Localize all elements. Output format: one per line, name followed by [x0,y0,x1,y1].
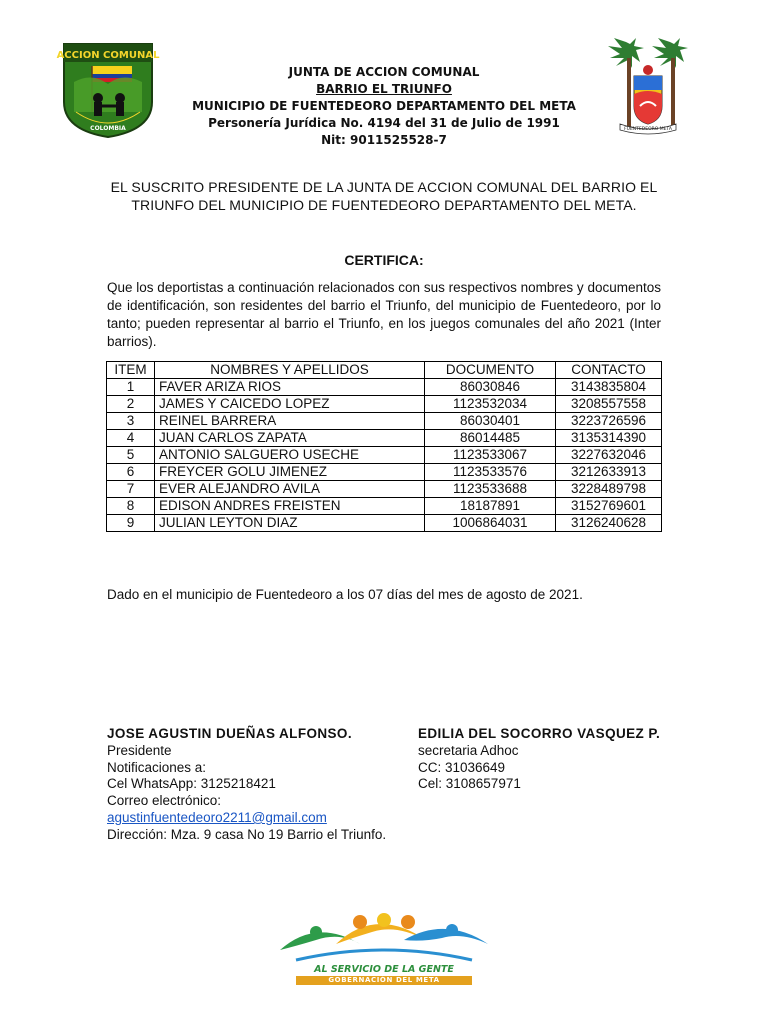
cell-contact: 3135314390 [556,430,662,447]
svg-text:COLOMBIA: COLOMBIA [90,125,126,132]
header-nit: Nit: 9011525528-7 [321,133,447,147]
table-row [107,396,662,413]
cell-document: 1123533576 [425,464,556,481]
cell-document: 1123533688 [425,481,556,498]
whatsapp-number: Cel WhatsApp: 3125218421 [107,776,276,792]
email-label: Correo electrónico: [107,793,222,809]
footer-slogan: AL SERVICIO DE LA GENTE [314,964,454,975]
signer-president-block [107,726,386,844]
gobernacion-logo [276,910,492,966]
cell-contact: 3212633913 [556,464,662,481]
cell-document: 18187891 [425,498,556,515]
certifica-heading: CERTIFICA: [344,252,424,268]
signer-secretary-role: secretaria Adhoc [418,742,519,758]
svg-text:ACCION COMUNAL: ACCION COMUNAL [56,50,160,61]
cell-item: 8 [107,498,155,515]
table-row [107,481,662,498]
signer-president-role: Presidente [107,742,172,758]
athletes-table [106,361,662,532]
cell-contact: 3143835804 [556,379,662,396]
col-header-name: NOMBRES Y APELLIDOS [155,362,425,379]
cell-name: JUAN CARLOS ZAPATA [155,430,425,447]
cell-document: 1006864031 [425,515,556,532]
notifications-label: Notificaciones a: [107,759,207,775]
cell-contact: 3223726596 [556,413,662,430]
table-row [107,413,662,430]
signer-president-name: JOSE AGUSTIN DUEÑAS ALFONSO. [107,726,352,741]
certification-paragraph: Que los deportistas a continuación relacionados con sus respectivos nombres y documentos de identificación, son residentes del barrio el Triunfo, del municipio de Fuentedeoro, por lo tanto; pueden representar al barrio el Triunfo, en los juegos comunales del año 2021 (Inter barrios). [107,280,661,349]
cell-name: FREYCER GOLU JIMENEZ [155,464,425,481]
table-row [107,447,662,464]
cell-name: FAVER ARIZA RIOS [155,379,425,396]
cell-document: 1123532034 [425,396,556,413]
signer-secretary-cc: CC: 31036649 [418,759,506,775]
col-header-document: DOCUMENTO [425,362,556,379]
table-row [107,379,662,396]
table-header-row [107,362,662,379]
cell-name: JULIAN LEYTON DIAZ [155,515,425,532]
cell-item: 3 [107,413,155,430]
cell-name: ANTONIO SALGUERO USECHE [155,447,425,464]
header-personeria: Personería Jurídica No. 4194 del 31 de Julio de 1991 [208,116,560,130]
table-row [107,498,662,515]
cell-contact: 3126240628 [556,515,662,532]
cell-item: 4 [107,430,155,447]
header-municipio: MUNICIPIO DE FUENTEDEORO DEPARTAMENTO DEL META [192,99,576,113]
cell-name: JAMES Y CAICEDO LOPEZ [155,396,425,413]
footer-band: GOBERNACIÓN DEL META [296,976,472,985]
cell-document: 86030401 [425,413,556,430]
signer-secretary-cel: Cel: 3108657971 [418,776,521,792]
cell-name: EDISON ANDRES FREISTEN [155,498,425,515]
header-barrio: BARRIO EL TRIUNFO [316,82,452,96]
cell-item: 7 [107,481,155,498]
email-link[interactable]: agustinfuentedeoro2211@gmail.com [107,809,327,825]
cell-contact: 3227632046 [556,447,662,464]
cell-item: 1 [107,379,155,396]
cell-contact: 3228489798 [556,481,662,498]
cell-contact: 3152769601 [556,498,662,515]
table-row [107,515,662,532]
cell-item: 6 [107,464,155,481]
address-text: Dirección: Mza. 9 casa No 19 Barrio el Triunfo. [107,826,387,842]
cell-document: 1123533067 [425,447,556,464]
cell-document: 86030846 [425,379,556,396]
svg-text:FUENTEDEORO META: FUENTEDEORO META [624,127,672,132]
cell-item: 2 [107,396,155,413]
table-row [107,464,662,481]
cell-item: 5 [107,447,155,464]
signer-secretary-block [418,726,660,793]
table-row [107,430,662,447]
intro-text: EL SUSCRITO PRESIDENTE DE LA JUNTA DE ACCION COMUNAL DEL BARRIO EL TRIUNFO DEL MUNICIPIO DE FUENTEDEORO DEPARTAMENTO DEL META. [110,179,658,213]
issue-date-text: Dado en el municipio de Fuentedeoro a los 07 días del mes de agosto de 2021. [107,587,583,602]
col-header-contact: CONTACTO [556,362,662,379]
cell-name: EVER ALEJANDRO AVILA [155,481,425,498]
cell-name: REINEL BARRERA [155,413,425,430]
signer-secretary-name: EDILIA DEL SOCORRO VASQUEZ P. [418,726,661,741]
header-org: JUNTA DE ACCION COMUNAL [288,65,480,79]
col-header-item: ITEM [107,362,155,379]
cell-contact: 3208557558 [556,396,662,413]
cell-document: 86014485 [425,430,556,447]
cell-item: 9 [107,515,155,532]
